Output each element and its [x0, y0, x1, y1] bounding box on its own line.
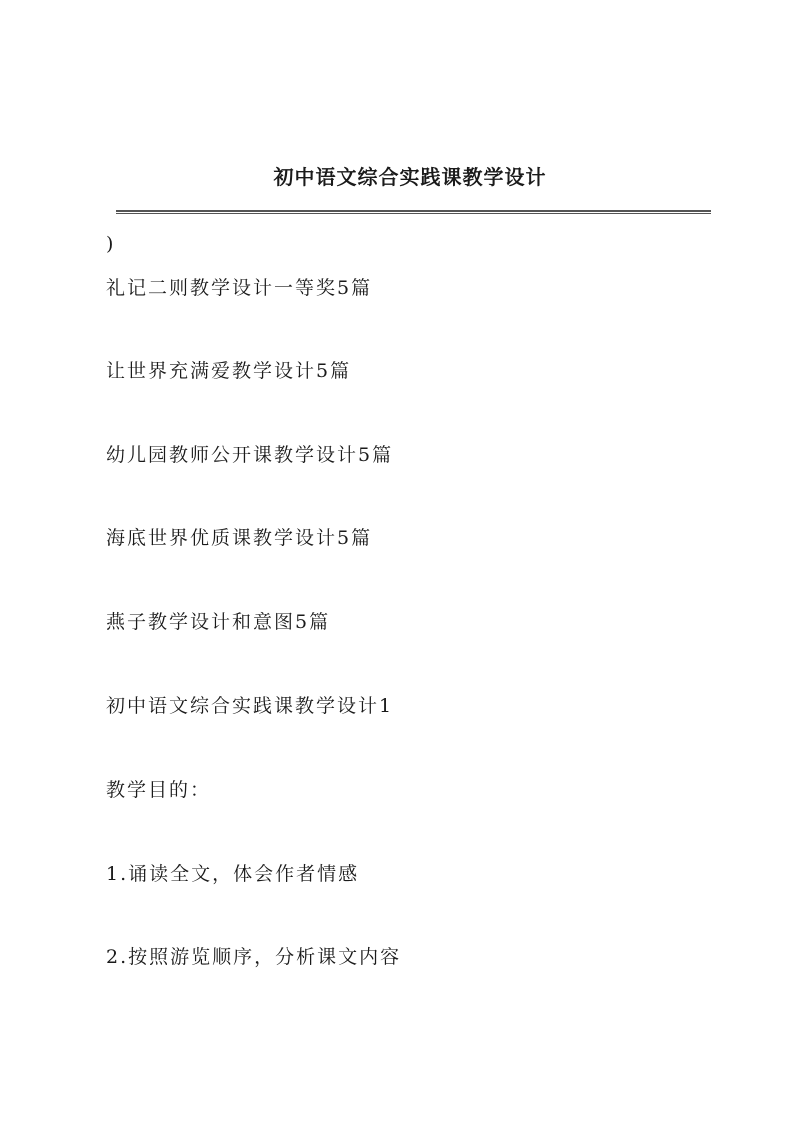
text-line: 礼记二则教学设计一等奖5篇	[106, 277, 373, 299]
text-line: 教学目的：	[106, 779, 212, 801]
text-line: 让世界充满爱教学设计5篇	[106, 360, 352, 382]
title-underline	[116, 210, 711, 214]
text-line: 海底世界优质课教学设计5篇	[106, 527, 373, 549]
text-line: 1.诵读全文，体会作者情感	[106, 863, 360, 885]
text-line: 幼儿园教师公开课教学设计5篇	[106, 444, 394, 466]
text-line: 初中语文综合实践课教学设计1	[106, 695, 394, 717]
text-line: 2.按照游览顺序，分析课文内容	[106, 946, 402, 968]
text-line: )	[106, 233, 116, 255]
document-title: 初中语文综合实践课教学设计	[273, 165, 547, 189]
text-line: 燕子教学设计和意图5篇	[106, 611, 331, 633]
